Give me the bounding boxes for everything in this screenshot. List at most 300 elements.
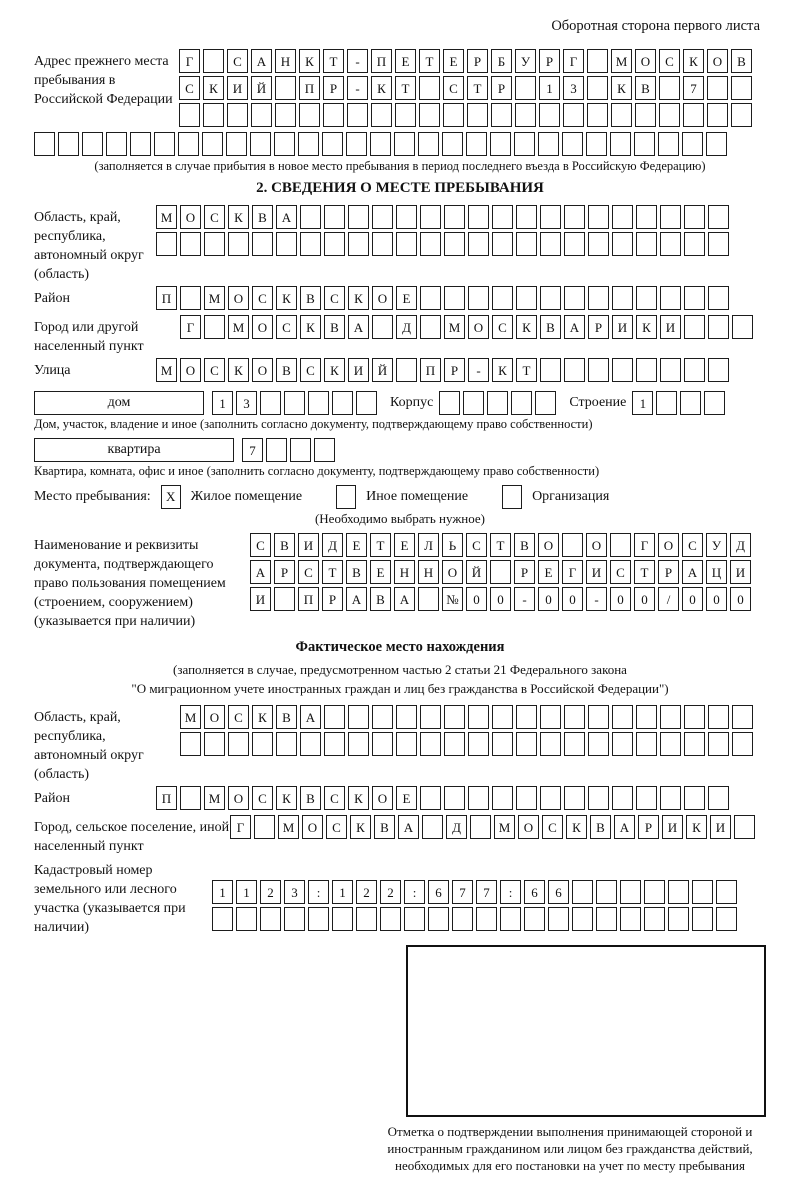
char-box[interactable] [540,232,561,256]
char-box[interactable]: 3 [236,391,257,415]
char-box[interactable]: О [707,49,728,73]
char-box[interactable]: А [682,560,703,584]
char-box[interactable] [660,205,681,229]
char-box[interactable]: С [492,315,513,339]
char-box[interactable]: Т [370,533,391,557]
char-box[interactable] [708,358,729,382]
char-box[interactable]: 0 [634,587,655,611]
char-box[interactable]: Д [396,315,417,339]
char-box[interactable]: Д [322,533,343,557]
char-box[interactable]: : [308,880,329,904]
char-box[interactable] [254,815,275,839]
char-box[interactable]: С [252,786,273,810]
char-box[interactable] [708,232,729,256]
char-box[interactable]: Е [394,533,415,557]
char-box[interactable]: И [250,587,271,611]
char-box[interactable] [660,232,681,256]
char-box[interactable] [588,286,609,310]
char-box[interactable]: У [515,49,536,73]
char-box[interactable]: К [228,205,249,229]
char-box[interactable]: В [370,587,391,611]
char-box[interactable] [347,103,368,127]
char-box[interactable]: А [251,49,272,73]
char-box[interactable] [538,132,559,156]
char-box[interactable]: С [300,358,321,382]
char-box[interactable] [348,705,369,729]
char-box[interactable]: Ц [706,560,727,584]
house-type-box[interactable]: дом [34,391,204,415]
char-box[interactable]: С [204,358,225,382]
char-box[interactable] [396,358,417,382]
char-box[interactable] [308,907,329,931]
char-box[interactable] [252,232,273,256]
char-box[interactable]: И [612,315,633,339]
char-box[interactable] [420,232,441,256]
char-box[interactable]: А [394,587,415,611]
char-box[interactable] [734,815,755,839]
char-box[interactable] [492,232,513,256]
char-box[interactable] [587,76,608,100]
char-box[interactable] [514,132,535,156]
char-box[interactable] [468,705,489,729]
char-box[interactable]: К [371,76,392,100]
char-box[interactable] [692,907,713,931]
char-box[interactable]: 3 [563,76,584,100]
char-box[interactable] [660,705,681,729]
char-box[interactable]: О [538,533,559,557]
char-box[interactable] [708,786,729,810]
char-box[interactable] [540,705,561,729]
char-box[interactable]: 7 [476,880,497,904]
char-box[interactable]: В [300,786,321,810]
char-box[interactable]: В [252,205,273,229]
char-box[interactable] [380,907,401,931]
char-box[interactable] [154,132,175,156]
char-box[interactable] [492,286,513,310]
char-box[interactable]: - [347,49,368,73]
char-box[interactable] [468,205,489,229]
char-box[interactable]: О [586,533,607,557]
char-box[interactable] [274,132,295,156]
char-box[interactable] [548,907,569,931]
char-box[interactable] [596,907,617,931]
char-box[interactable]: К [228,358,249,382]
char-box[interactable] [356,907,377,931]
char-box[interactable]: Й [466,560,487,584]
char-box[interactable] [515,103,536,127]
char-box[interactable]: С [298,560,319,584]
char-box[interactable]: П [156,286,177,310]
char-box[interactable] [324,732,345,756]
char-box[interactable]: П [371,49,392,73]
char-box[interactable] [276,732,297,756]
char-box[interactable] [682,132,703,156]
char-box[interactable] [492,205,513,229]
char-box[interactable] [396,205,417,229]
char-box[interactable] [468,286,489,310]
char-box[interactable]: С [324,786,345,810]
char-box[interactable]: А [398,815,419,839]
char-box[interactable]: О [302,815,323,839]
char-box[interactable] [668,907,689,931]
char-box[interactable] [636,232,657,256]
char-box[interactable]: С [542,815,563,839]
char-box[interactable] [610,132,631,156]
char-box[interactable]: С [252,286,273,310]
char-box[interactable] [524,907,545,931]
char-box[interactable] [612,358,633,382]
char-box[interactable] [612,786,633,810]
char-box[interactable]: О [252,358,273,382]
char-box[interactable] [466,132,487,156]
char-box[interactable]: С [466,533,487,557]
char-box[interactable] [300,205,321,229]
char-box[interactable] [284,907,305,931]
char-box[interactable] [620,907,641,931]
char-box[interactable]: П [299,76,320,100]
char-box[interactable]: И [348,358,369,382]
char-box[interactable] [274,587,295,611]
char-box[interactable] [732,732,753,756]
char-box[interactable]: А [564,315,585,339]
char-box[interactable] [684,286,705,310]
char-box[interactable]: Т [467,76,488,100]
char-box[interactable] [300,232,321,256]
char-box[interactable]: О [228,786,249,810]
char-box[interactable]: Т [419,49,440,73]
char-box[interactable]: Е [396,786,417,810]
char-box[interactable] [492,732,513,756]
char-box[interactable]: О [658,533,679,557]
char-box[interactable]: 0 [490,587,511,611]
char-box[interactable]: Т [323,49,344,73]
char-box[interactable] [394,132,415,156]
char-box[interactable]: Т [395,76,416,100]
char-box[interactable] [564,786,585,810]
char-box[interactable] [540,286,561,310]
char-box[interactable] [444,286,465,310]
char-box[interactable]: 1 [332,880,353,904]
char-box[interactable]: 6 [524,880,545,904]
char-box[interactable]: П [156,786,177,810]
char-box[interactable] [228,232,249,256]
char-box[interactable]: В [276,358,297,382]
char-box[interactable]: В [635,76,656,100]
char-box[interactable]: В [346,560,367,584]
char-box[interactable] [684,358,705,382]
char-box[interactable] [284,391,305,415]
char-box[interactable]: № [442,587,463,611]
char-box[interactable]: - [468,358,489,382]
char-box[interactable] [156,232,177,256]
char-box[interactable]: Р [467,49,488,73]
char-box[interactable] [58,132,79,156]
char-box[interactable] [106,132,127,156]
char-box[interactable] [178,132,199,156]
char-box[interactable] [372,732,393,756]
char-box[interactable]: Г [634,533,655,557]
char-box[interactable] [490,132,511,156]
char-box[interactable] [179,103,200,127]
char-box[interactable]: С [610,560,631,584]
char-box[interactable]: О [252,315,273,339]
char-box[interactable] [324,232,345,256]
char-box[interactable]: О [635,49,656,73]
char-box[interactable] [684,205,705,229]
char-box[interactable]: Л [418,533,439,557]
char-box[interactable]: С [682,533,703,557]
char-box[interactable] [636,205,657,229]
char-box[interactable] [644,907,665,931]
char-box[interactable]: 0 [538,587,559,611]
char-box[interactable] [212,907,233,931]
char-box[interactable] [684,232,705,256]
char-box[interactable] [716,880,737,904]
char-box[interactable]: А [250,560,271,584]
char-box[interactable] [540,205,561,229]
char-box[interactable] [692,880,713,904]
char-box[interactable] [396,732,417,756]
char-box[interactable] [428,907,449,931]
char-box[interactable] [684,732,705,756]
char-box[interactable] [491,103,512,127]
char-box[interactable]: Т [634,560,655,584]
char-box[interactable]: М [278,815,299,839]
char-box[interactable] [516,232,537,256]
char-box[interactable]: С [443,76,464,100]
char-box[interactable] [732,705,753,729]
char-box[interactable] [634,132,655,156]
char-box[interactable]: А [614,815,635,839]
char-box[interactable]: Р [658,560,679,584]
char-box[interactable] [716,907,737,931]
char-box[interactable] [656,391,677,415]
char-box[interactable] [731,103,752,127]
char-box[interactable]: К [324,358,345,382]
char-box[interactable]: М [204,286,225,310]
char-box[interactable]: 1 [236,880,257,904]
char-box[interactable]: С [276,315,297,339]
char-box[interactable] [660,358,681,382]
char-box[interactable] [226,132,247,156]
char-box[interactable] [204,732,225,756]
char-box[interactable] [610,533,631,557]
char-box[interactable] [588,205,609,229]
char-box[interactable] [204,232,225,256]
char-box[interactable]: О [372,286,393,310]
char-box[interactable]: В [274,533,295,557]
char-box[interactable] [420,205,441,229]
char-box[interactable] [588,232,609,256]
char-box[interactable] [564,358,585,382]
char-box[interactable] [564,705,585,729]
char-box[interactable] [395,103,416,127]
char-box[interactable] [419,103,440,127]
char-box[interactable]: 1 [539,76,560,100]
char-box[interactable] [420,315,441,339]
char-box[interactable]: 2 [356,880,377,904]
char-box[interactable]: Т [322,560,343,584]
char-box[interactable] [516,705,537,729]
char-box[interactable] [444,205,465,229]
char-box[interactable] [439,391,460,415]
char-box[interactable]: П [298,587,319,611]
char-box[interactable] [516,732,537,756]
char-box[interactable] [236,907,257,931]
char-box[interactable] [420,286,441,310]
char-box[interactable] [708,205,729,229]
char-box[interactable] [252,732,273,756]
char-box[interactable] [660,732,681,756]
char-box[interactable]: 0 [610,587,631,611]
char-box[interactable] [587,49,608,73]
char-box[interactable] [371,103,392,127]
char-box[interactable] [588,786,609,810]
char-box[interactable]: М [156,358,177,382]
char-box[interactable] [684,786,705,810]
char-box[interactable] [300,732,321,756]
char-box[interactable] [586,132,607,156]
char-box[interactable] [562,132,583,156]
char-box[interactable]: К [299,49,320,73]
char-box[interactable]: С [326,815,347,839]
char-box[interactable] [228,732,249,756]
char-box[interactable] [707,103,728,127]
char-box[interactable]: 2 [380,880,401,904]
char-box[interactable] [332,907,353,931]
char-box[interactable]: Р [514,560,535,584]
char-box[interactable]: 3 [284,880,305,904]
char-box[interactable]: 7 [452,880,473,904]
char-box[interactable]: 0 [562,587,583,611]
char-box[interactable] [588,732,609,756]
char-box[interactable]: В [276,705,297,729]
char-box[interactable] [611,103,632,127]
char-box[interactable] [180,232,201,256]
char-box[interactable]: А [300,705,321,729]
char-box[interactable]: 0 [706,587,727,611]
char-box[interactable] [708,286,729,310]
char-box[interactable]: В [324,315,345,339]
char-box[interactable] [706,132,727,156]
char-box[interactable] [444,786,465,810]
char-box[interactable]: К [348,786,369,810]
char-box[interactable] [636,786,657,810]
char-box[interactable] [467,103,488,127]
char-box[interactable]: В [590,815,611,839]
char-box[interactable] [396,232,417,256]
char-box[interactable] [563,103,584,127]
char-box[interactable]: В [540,315,561,339]
char-box[interactable]: - [347,76,368,100]
char-box[interactable]: О [442,560,463,584]
char-box[interactable] [588,705,609,729]
char-box[interactable] [420,705,441,729]
char-box[interactable]: О [228,286,249,310]
char-box[interactable]: К [611,76,632,100]
char-box[interactable] [680,391,701,415]
char-box[interactable]: М [180,705,201,729]
char-box[interactable]: И [227,76,248,100]
char-box[interactable] [612,286,633,310]
char-box[interactable] [260,391,281,415]
char-box[interactable]: У [706,533,727,557]
char-box[interactable] [468,732,489,756]
char-box[interactable]: О [518,815,539,839]
char-box[interactable]: 7 [683,76,704,100]
char-box[interactable] [636,358,657,382]
char-box[interactable]: 0 [682,587,703,611]
char-box[interactable] [707,76,728,100]
char-box[interactable] [658,132,679,156]
char-box[interactable]: Г [180,315,201,339]
char-box[interactable] [276,232,297,256]
char-box[interactable]: И [710,815,731,839]
char-box[interactable]: Б [491,49,512,73]
char-box[interactable]: К [636,315,657,339]
char-box[interactable] [419,76,440,100]
char-box[interactable]: Р [588,315,609,339]
char-box[interactable]: К [350,815,371,839]
char-box[interactable]: Е [395,49,416,73]
char-box[interactable]: : [500,880,521,904]
char-box[interactable]: Е [370,560,391,584]
char-box[interactable]: В [300,286,321,310]
char-box[interactable]: О [180,205,201,229]
char-box[interactable] [346,132,367,156]
char-box[interactable] [82,132,103,156]
char-box[interactable] [636,732,657,756]
char-box[interactable]: А [348,315,369,339]
char-box[interactable]: И [730,560,751,584]
char-box[interactable]: И [586,560,607,584]
char-box[interactable]: Е [346,533,367,557]
char-box[interactable] [422,815,443,839]
char-box[interactable] [612,232,633,256]
char-box[interactable] [535,391,556,415]
char-box[interactable] [572,907,593,931]
char-box[interactable] [564,286,585,310]
char-box[interactable] [356,391,377,415]
char-box[interactable] [203,49,224,73]
char-box[interactable] [299,103,320,127]
char-box[interactable] [511,391,532,415]
char-box[interactable]: Г [179,49,200,73]
char-box[interactable]: Г [230,815,251,839]
char-box[interactable]: К [686,815,707,839]
char-box[interactable] [612,205,633,229]
char-box[interactable]: Г [562,560,583,584]
char-box[interactable] [516,286,537,310]
char-box[interactable]: : [404,880,425,904]
char-box[interactable]: Й [251,76,272,100]
char-box[interactable]: 7 [242,438,263,462]
char-box[interactable] [636,705,657,729]
checkbox-other-premise[interactable] [336,485,356,509]
char-box[interactable] [660,286,681,310]
char-box[interactable]: Р [491,76,512,100]
char-box[interactable] [500,907,521,931]
char-box[interactable] [515,76,536,100]
char-box[interactable]: С [204,205,225,229]
char-box[interactable] [492,786,513,810]
char-box[interactable] [635,103,656,127]
char-box[interactable] [468,786,489,810]
char-box[interactable]: В [374,815,395,839]
char-box[interactable]: Е [538,560,559,584]
char-box[interactable]: Р [444,358,465,382]
char-box[interactable] [372,315,393,339]
